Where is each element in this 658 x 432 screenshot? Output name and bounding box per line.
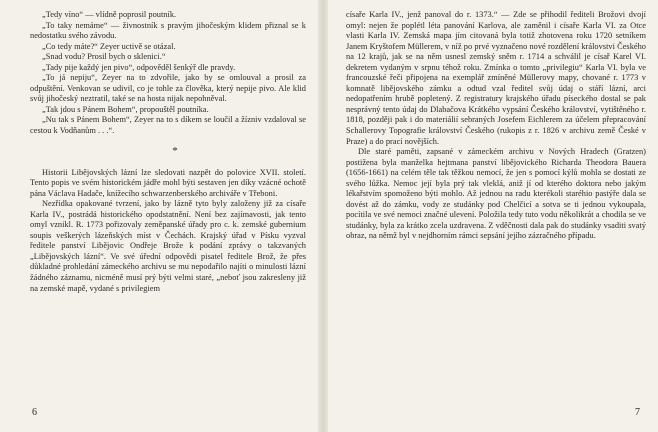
section-separator: * xyxy=(172,144,178,157)
dialogue-line: „To já nepiju“, Zeyer na to zdvořile, jako by se omlouval a prosil za odpuštění. Venkovan se udivil, co je tohle za člověka, který nepije pivo. Ale klid svůj jihočeský neztratil, také se na hosta nijak nepohněval. xyxy=(30,73,306,104)
right-page xyxy=(328,0,658,432)
dialogue-line: „Tak jdou s Pánem Bohem“, propouštěl poutníka. xyxy=(42,104,209,114)
dialogue-line: „Nu tak s Pánem Bohem“, Zeyer na to s díkem se loučil a žízniv vzdaloval se cestou k Vodňanům . . .“. xyxy=(30,115,306,136)
dialogue-line: „Co tedy máte?“ Zeyer uctivě se otázal. xyxy=(42,41,176,51)
history-paragraph: Historii Libějovských lázní lze sledovati nazpět do polovice XVII. století. Tento popis ve svém historickém jádře mohl býti sestaven jen díky vzácné ochotě pána Václava Hadače, knížecího schwarzenberského archiváře v Třeboni. xyxy=(30,167,306,198)
history-paragraph: Nezřídka opakované tvrzení, jako by lázně tyto byly založeny již za císaře Karla IV., postrádá historického opodstatnění. Není bez zajímavosti, jak tento omyl vznikl. R. 1773 pořizovaly zeměpanské úřady pro c. k. zemské gubernium soupis veškerých lázeňských míst v Čechách. Krajský úřad v Písku vyzval ředitele panství Libějovic Ondřeje Brože k podání zprávy o takzvaných „Libějovských lázní“. Ve své úřední odpovědi pisatel ředitele Brož, že přes důkladné prohledání zámeckého archivu se mu nepodařilo najíti o minulosti lázní žádného záznamu, nicméně musí prý býti velmi staré, „neboť jsou zakresleny již na zemské mapě, vydané s privilegiem xyxy=(30,199,306,293)
left-page xyxy=(0,0,318,432)
body-paragraph: císaře Karla IV., jenž panoval do r. 1373.“ — Zde se přihodil řediteli Brožovi dvojí omyl: nejen že poplétl léta panování Karlova, ale zaměnil i císaře Karla VI. za Otce vlasti Karla IV. Zemská mapa jím citovaná byla totiž zhotovena roku 1720 setníkem Janem Kryštofem Müllerem, v níž po prvé vyznačeno nové rozdělení královstvi Českého na 12 krajů, jak se na něm usnesl zemský sněm r. 1714 a schválil je císař Karel VI. dekretem vydaným v srpnu téhož roku. Zmínka o tomto „privilegiu“ Karla VI. byla ve francouzské řeči připojena na exemplář zmíněné Müllerovy mapy, chované r. 1773 v komnatě libějovského zámku a odtud vzal ředitel svůj údaj o stáří lázní, arci nedopatřením hrubě popletený. Z registratury krajského úřadu píseckého dostal se pak nesprávný tento údaj do Dlabačova Krátkého vypsání Českého království, vytištěného r. 1818, později pak i do materiálií sebraných Josefem Eichlerem za účelem přepracování Schallerovy Topografie království Českého (rukopis z r. 1826 v archivu země České v Praze) a do prací novějších. xyxy=(346,10,646,146)
body-paragraph: Dle staré paměti, zapsané v zámeckém archivu v Nových Hradech (Gratzen) postižena byla manželka hejtmana panství libějovického Richarda Theodora Bauera (1656-1661) na celém těle tak těžkou nemocí, že jen s pomocí kýlů mohla se dostati ze svého lůžka. Nemoc její byla prý tak vleklá, aniž jí od kterého doktora nebo jakým lékařstvím spomoženo býti mohlo. Až jednou na radu kterékoli staréhio pastýře dala se dovést až do zámku, vody ze studánky pod Chelčicí a sotva se ti jednou vykoupala, pocítila ve své nemoci značné ulevení. Položila tedy tuto vodu několikrát a chodila se ve studánky, byla za krátko zcela uzdravena. Z vděčnosti dala pak do studánky vsaditi svatý obraz, na němž byl v nejdhorním rámci sepsání jejího zázračného případu. xyxy=(346,147,646,241)
dialogue-line: „Tedy víno“ — vlídně poprosil poutník. xyxy=(42,10,177,19)
book-gutter xyxy=(318,0,328,432)
dialogue-line: „To taky nemáme“ — živnostník s pravým jihočeským klidem přiznal se k nedostatku svého závodu. xyxy=(30,20,306,41)
page-number: 7 xyxy=(635,407,640,418)
dialogue-line: „Tady pije každý jen pivo“, odpověděl šenkýř dle pravdy. xyxy=(42,62,236,72)
dialogue-line: „Snad vodu? Prosil bych o sklenici.“ xyxy=(42,52,166,62)
page-number: 6 xyxy=(32,407,37,418)
